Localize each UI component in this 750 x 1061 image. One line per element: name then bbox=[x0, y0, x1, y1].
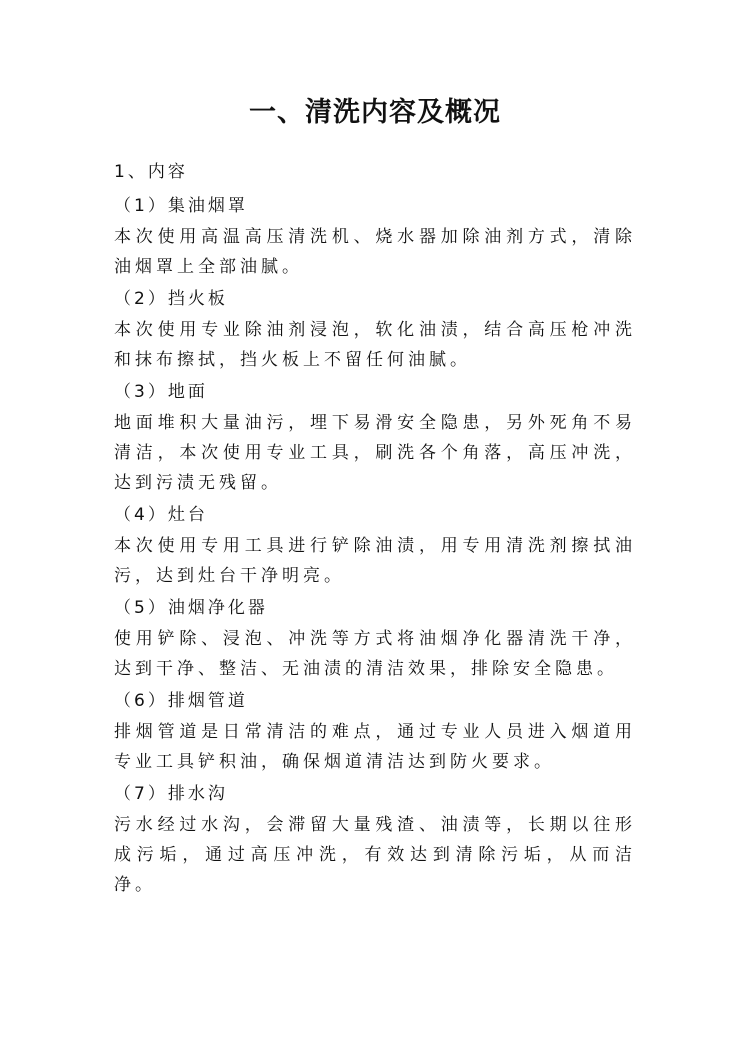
item-heading: （4）灶台 bbox=[114, 505, 208, 525]
content-list bbox=[114, 190, 636, 901]
list-item bbox=[114, 592, 636, 684]
list-item bbox=[114, 376, 636, 498]
item-heading: （1）集油烟罩 bbox=[114, 196, 248, 216]
item-body: 污水经过水沟，会滞留大量残渣、油渍等，长期以往形成污垢，通过高压冲洗，有效达到清除污垢，从而洁净。 bbox=[114, 815, 636, 895]
item-heading: （2）挡火板 bbox=[114, 289, 228, 309]
item-body: 排烟管道是日常清洁的难点，通过专业人员进入烟道用专业工具铲积油，确保烟道清洁达到防火要求。 bbox=[114, 722, 636, 772]
list-item bbox=[114, 685, 636, 777]
document-title: 一、清洗内容及概况 bbox=[249, 97, 501, 128]
list-item bbox=[114, 283, 636, 375]
item-heading: （3）地面 bbox=[114, 382, 208, 402]
section-heading: 1、内容 bbox=[114, 162, 188, 182]
list-item bbox=[114, 499, 636, 591]
item-body: 地面堆积大量油污，埋下易滑安全隐患，另外死角不易清洁，本次使用专业工具，刷洗各个角落，高压冲洗，达到污渍无残留。 bbox=[114, 413, 636, 493]
list-item bbox=[114, 190, 636, 282]
item-body: 本次使用高温高压清洗机、烧水器加除油剂方式，清除油烟罩上全部油腻。 bbox=[114, 227, 636, 277]
item-heading: （7）排水沟 bbox=[114, 784, 228, 804]
item-body: 使用铲除、浸泡、冲洗等方式将油烟净化器清洗干净，达到干净、整洁、无油渍的清洁效果，排除安全隐患。 bbox=[114, 629, 636, 679]
item-heading: （5）油烟净化器 bbox=[114, 598, 268, 618]
item-body: 本次使用专业除油剂浸泡，软化油渍，结合高压枪冲洗和抹布擦拭，挡火板上不留任何油腻。 bbox=[114, 320, 636, 370]
item-body: 本次使用专用工具进行铲除油渍，用专用清洗剂擦拭油污，达到灶台干净明亮。 bbox=[114, 536, 636, 586]
list-item bbox=[114, 778, 636, 900]
item-heading: （6）排烟管道 bbox=[114, 691, 248, 711]
